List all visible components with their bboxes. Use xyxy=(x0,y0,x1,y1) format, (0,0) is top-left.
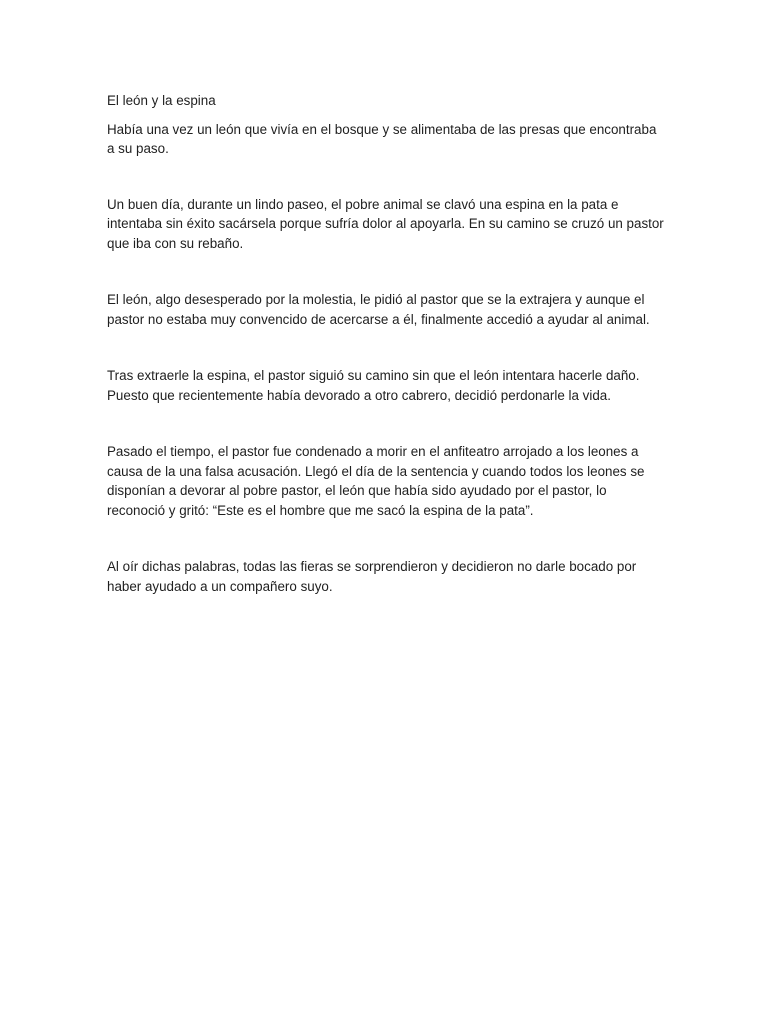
document-title: El león y la espina xyxy=(107,93,216,108)
document-body xyxy=(107,91,667,596)
paragraph-3: El león, algo desesperado por la molestia, le pidió al pastor que se la extrajera y aunque el pastor no estaba muy convencido de acercarse a él, finalmente accedió a ayudar al animal. xyxy=(107,292,650,327)
paragraph-4: Tras extraerle la espina, el pastor siguió su camino sin que el león intentara hacerle daño. Puesto que recientemente había devorado a otro cabrero, decidió perdonarle la vida. xyxy=(107,368,640,403)
paragraph-5: Pasado el tiempo, el pastor fue condenado a morir en el anfiteatro arrojado a los leones a causa de la una falsa acusación. Llegó el día de la sentencia y cuando todos los leones se disponían a devorar al pobre pastor, el león que había sido ayudado por el pastor, lo reconoció y gritó: “Este es el hombre que me sacó la espina de la pata”. xyxy=(107,444,645,518)
paragraph-6: Al oír dichas palabras, todas las fieras se sorprendieron y decidieron no darle bocado por haber ayudado a un compañero suyo. xyxy=(107,559,637,594)
paragraph-1: Había una vez un león que vivía en el bosque y se alimentaba de las presas que encontraba a su paso. xyxy=(107,121,657,156)
paragraph-2: Un buen día, durante un lindo paseo, el pobre animal se clavó una espina en la pata e intentaba sin éxito sacársela porque sufría dolor al apoyarla. En su camino se cruzó un pastor que iba con su rebaño. xyxy=(107,196,664,251)
